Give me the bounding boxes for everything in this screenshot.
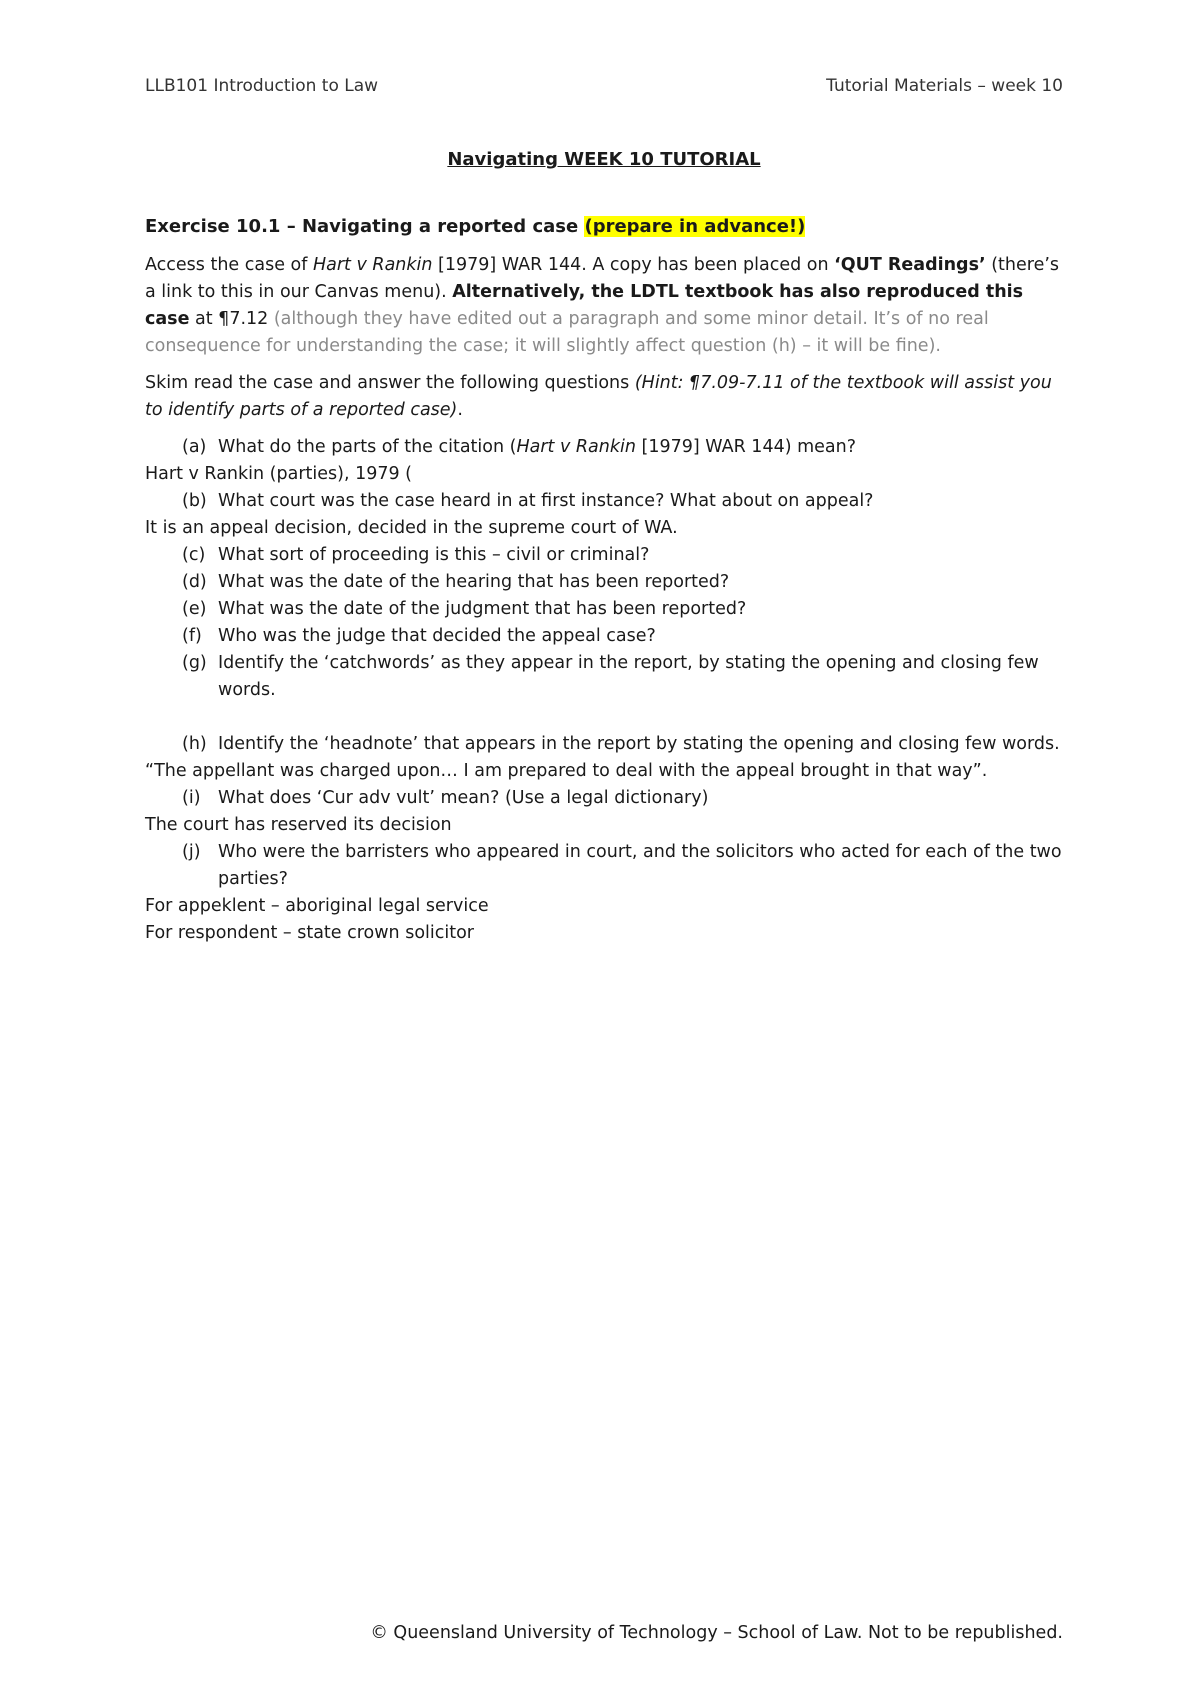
instructions-paragraph xyxy=(145,370,1063,424)
question-a-case-name: Hart v Rankin xyxy=(516,437,636,457)
question-text: What sort of proceeding is this – civil or criminal? xyxy=(218,545,650,565)
question-label: (e) xyxy=(182,599,207,619)
question-label: (b) xyxy=(182,491,207,511)
answer-j-appellant: For appeklent – aboriginal legal service xyxy=(145,896,489,916)
para2-text-1: Skim read the case and answer the following questions xyxy=(145,373,635,393)
materials-label: Tutorial Materials – week 10 xyxy=(826,76,1063,96)
question-a xyxy=(145,434,1063,461)
question-label: (h) xyxy=(182,734,207,754)
qut-readings: ‘QUT Readings’ xyxy=(834,255,986,275)
case-name: Hart v Rankin xyxy=(312,255,433,275)
question-i xyxy=(145,785,1063,812)
question-c xyxy=(145,542,1063,569)
answer-j-respondent: For respondent – state crown solicitor xyxy=(145,923,475,943)
question-text: What was the date of the hearing that has been reported? xyxy=(218,572,730,592)
para1-text-2: [1979] WAR 144. A copy has been placed on xyxy=(432,255,835,275)
answer-a: Hart v Rankin (parties), 1979 ( xyxy=(145,464,413,484)
access-paragraph xyxy=(145,252,1063,360)
question-text: What court was the case heard in at first instance? What about on appeal? xyxy=(218,491,874,511)
course-name: LLB101 Introduction to Law xyxy=(145,76,379,96)
question-label: (i) xyxy=(182,788,201,808)
question-g xyxy=(145,650,1063,704)
document-body xyxy=(145,213,1063,947)
question-a-text-2: [1979] WAR 144) mean? xyxy=(635,437,857,457)
question-label: (d) xyxy=(182,572,207,592)
document-page xyxy=(145,0,1063,1696)
blank-line xyxy=(145,704,1063,731)
question-label: (j) xyxy=(182,842,201,862)
question-a-text-1: What do the parts of the citation ( xyxy=(218,437,517,457)
question-d xyxy=(145,569,1063,596)
copyright-footer: © Queensland University of Technology – School of Law. Not to be republished. xyxy=(370,1623,1063,1643)
question-label: (g) xyxy=(182,653,207,673)
hint-text: (Hint: ¶7.09-7.11 of the textbook will assist you to identify parts of a reported case) xyxy=(145,373,1052,420)
question-h xyxy=(145,731,1063,758)
question-text: What was the date of the judgment that has been reported? xyxy=(218,599,747,619)
question-text: Who were the barristers who appeared in court, and the solicitors who acted for each of the two parties? xyxy=(218,842,1062,889)
question-text: Identify the ‘headnote’ that appears in the report by stating the opening and closing few words. xyxy=(218,734,1060,754)
question-label: (c) xyxy=(182,545,206,565)
editorial-note: (although they have edited out a paragraph and some minor detail. It’s of no real consequence for understanding the case; it will slightly affect question (h) – it will be fine). xyxy=(145,309,989,356)
textbook-alternative: Alternatively, the LDTL textbook has also reproduced this case xyxy=(145,282,1024,329)
para1-text-4: at ¶7.12 xyxy=(189,309,269,329)
para1-text-1: Access the case of xyxy=(145,255,313,275)
question-label: (f) xyxy=(182,626,202,646)
question-f xyxy=(145,623,1063,650)
question-label: (a) xyxy=(182,437,207,457)
question-j xyxy=(145,839,1063,893)
answer-b: It is an appeal decision, decided in the supreme court of WA. xyxy=(145,518,678,538)
exercise-heading xyxy=(145,213,1063,240)
answer-h: “The appellant was charged upon… I am prepared to deal with the appeal brought in that way”. xyxy=(145,761,988,781)
para2-text-2: . xyxy=(457,400,463,420)
page-title: Navigating WEEK 10 TUTORIAL xyxy=(447,149,761,170)
question-text: What does ‘Cur adv vult’ mean? (Use a legal dictionary) xyxy=(218,788,709,808)
question-b xyxy=(145,488,1063,515)
answer-i: The court has reserved its decision xyxy=(145,815,452,835)
para1-text-3: (there’s a link to this in our Canvas menu). xyxy=(145,255,1060,302)
exercise-heading-text: Exercise 10.1 – Navigating a reported case xyxy=(145,216,579,237)
question-text: Identify the ‘catchwords’ as they appear in the report, by stating the opening and closing few words. xyxy=(218,653,1039,700)
exercise-heading-highlight: (prepare in advance!) xyxy=(584,216,806,237)
question-text: Who was the judge that decided the appeal case? xyxy=(218,626,656,646)
question-text xyxy=(218,434,1063,461)
question-e xyxy=(145,596,1063,623)
